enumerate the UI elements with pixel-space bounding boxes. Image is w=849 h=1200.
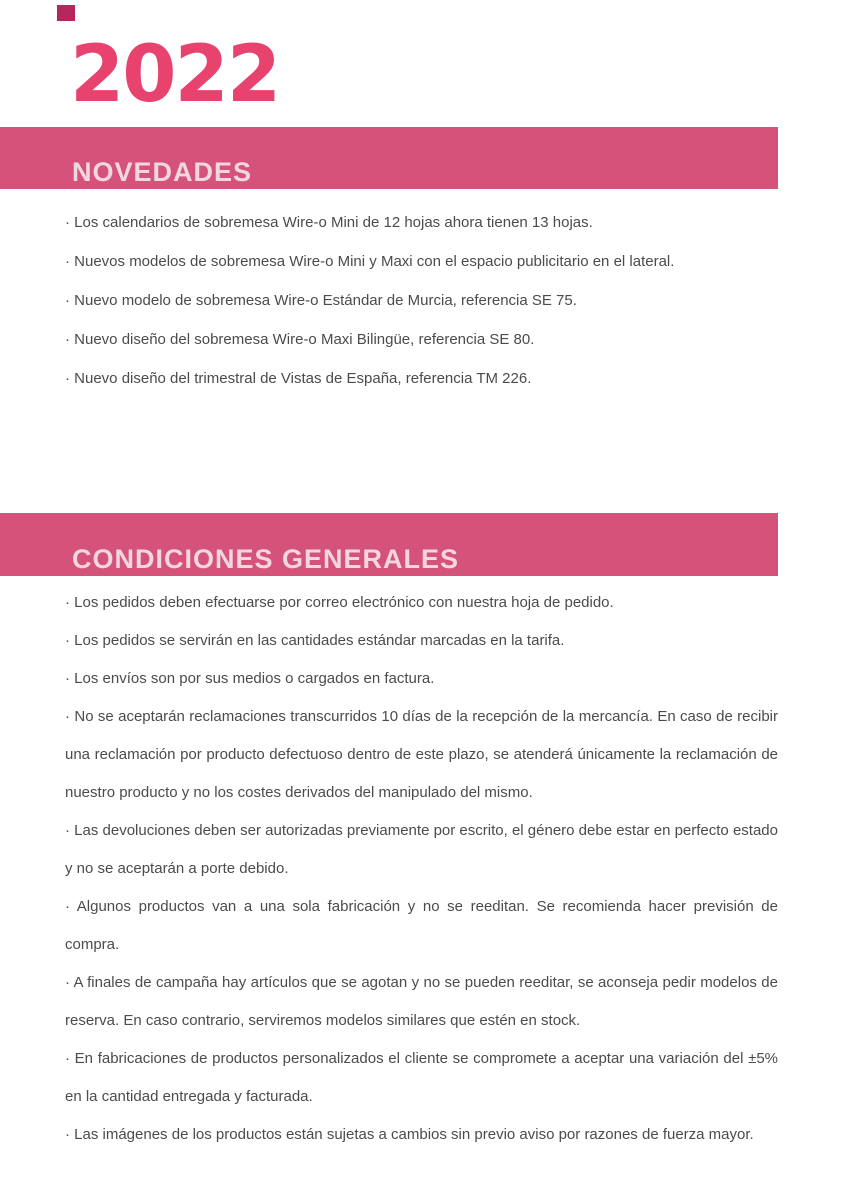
condiciones-list — [65, 584, 778, 1154]
list-item: · Las devoluciones deben ser autorizadas previamente por escrito, el género debe estar en perfecto estado y no se aceptarán a porte debido. — [65, 822, 778, 877]
list-item: · En fabricaciones de productos personalizados el cliente se compromete a aceptar una variación del ±5% en la cantidad entregada y facturada. — [65, 1050, 778, 1105]
novedades-banner — [0, 127, 778, 189]
list-item: · Las imágenes de los productos están sujetas a cambios sin previo aviso por razones de fuerza mayor. — [65, 1126, 754, 1143]
list-item: · Nuevo diseño del sobremesa Wire-o Maxi Bilingüe, referencia SE 80. — [65, 331, 535, 348]
novedades-title: NOVEDADES — [72, 157, 253, 187]
condiciones-banner — [0, 513, 778, 576]
list-item: · Los pedidos se servirán en las cantidades estándar marcadas en la tarifa. — [65, 632, 565, 649]
condiciones-title: CONDICIONES GENERALES — [72, 544, 460, 574]
list-item: · No se aceptarán reclamaciones transcurridos 10 días de la recepción de la mercancía. En caso de recibir una reclamación por producto defectuoso dentro de este plazo, se atenderá únicamente la reclamación de nuestro producto y no los costes derivados del manipulado del mismo. — [65, 708, 778, 801]
list-item: · Los pedidos deben efectuarse por correo electrónico con nuestra hoja de pedido. — [65, 594, 614, 611]
corner-mark-decoration — [57, 5, 75, 21]
list-item: · Nuevo diseño del trimestral de Vistas de España, referencia TM 226. — [65, 370, 532, 387]
list-item: · Nuevo modelo de sobremesa Wire-o Estándar de Murcia, referencia SE 75. — [65, 292, 577, 309]
list-item: · Los envíos son por sus medios o cargados en factura. — [65, 670, 435, 687]
list-item: · A finales de campaña hay artículos que se agotan y no se pueden reeditar, se aconseja pedir modelos de reserva. En caso contrario, serviremos modelos similares que estén en stock. — [65, 974, 778, 1029]
list-item: · Algunos productos van a una sola fabricación y no se reeditan. Se recomienda hacer previsión de compra. — [65, 898, 778, 953]
list-item: · Los calendarios de sobremesa Wire-o Mini de 12 hojas ahora tienen 13 hojas. — [65, 214, 593, 231]
novedades-list — [65, 203, 778, 398]
list-item: · Nuevos modelos de sobremesa Wire-o Mini y Maxi con el espacio publicitario en el lateral. — [65, 253, 675, 270]
year-heading: 2022 — [70, 30, 280, 120]
